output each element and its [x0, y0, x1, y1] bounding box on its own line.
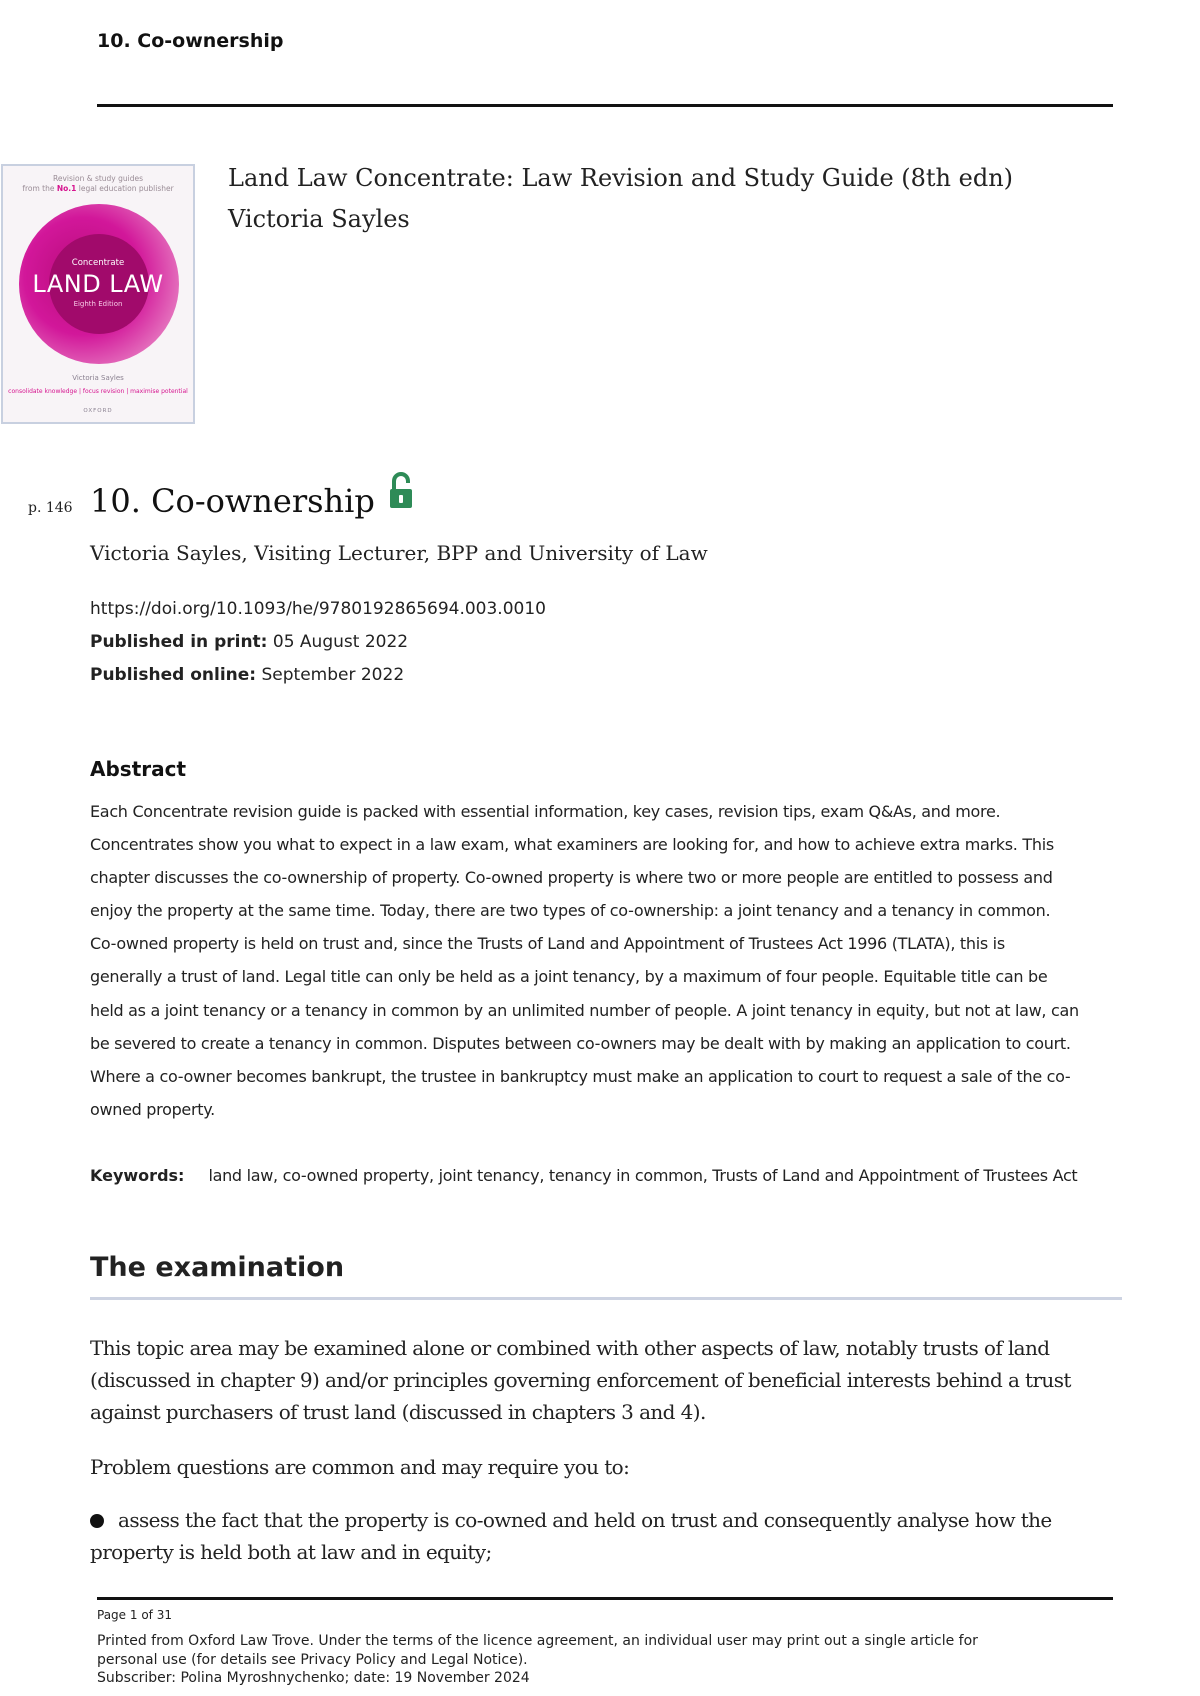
cover-tagline: consolidate knowledge | focus revision | maximise potential [8, 388, 188, 395]
doi-link[interactable]: https://doi.org/10.1093/he/9780192865694.003.0010 [90, 599, 546, 619]
open-lock-icon [389, 472, 413, 518]
print-page-reference: p. 146 [28, 500, 73, 516]
abstract-line: Co-owned property is held on trust and, since the Trusts of Land and Appointment of Trustees Act 1996 (TLATA), this is [90, 934, 1005, 954]
cover-title: LAND LAW [32, 270, 164, 298]
page-number: Page 1 of 31 [97, 1608, 172, 1622]
body-paragraph: This topic area may be examined alone or combined with other aspects of law, notably trusts of land (discussed in chapter 9) and/or principles governing enforcement of beneficial interests behind a trust against purchasers of trust land (discussed in chapters 3 and 4). [90, 1336, 1071, 1424]
abstract-line: generally a trust of land. Legal title can only be held as a joint tenancy, by a maximum of four people. Equitable title can be [90, 967, 1048, 987]
chapter-title-row [90, 478, 413, 524]
book-title: Land Law Concentrate: Law Revision and Study Guide (8th edn) [228, 164, 1014, 192]
book-author: Victoria Sayles [228, 205, 410, 233]
abstract-line: owned property. [90, 1099, 215, 1119]
cover-series-line: Revision & study guides from the No.1 legal education publisher [22, 174, 174, 193]
abstract-line: enjoy the property at the same time. Today, there are two types of co-ownership: a joint tenancy and a tenancy in common. [90, 901, 1051, 921]
bullet-list-item: assess the fact that the property is co-owned and held on trust and consequently analyse how the property is held both at law and in equity; [90, 1508, 1052, 1564]
header-divider [97, 104, 1113, 107]
cover-edition: Eighth Edition [73, 300, 123, 308]
cover-publisher: OXFORD [83, 408, 113, 414]
section-divider [90, 1297, 1122, 1300]
body-paragraph: Problem questions are common and may require you to: [90, 1455, 630, 1479]
footer-divider [97, 1597, 1113, 1600]
abstract-body [90, 795, 1122, 1126]
abstract-line: Each Concentrate revision guide is packed with essential information, key cases, revision tips, exam Q&As, and more. [90, 802, 1001, 821]
keywords-text: land law, co-owned property, joint tenancy, tenancy in common, Trusts of Land and Appointment of Trustees Act [208, 1166, 1078, 1185]
chapter-author: Victoria Sayles, Visiting Lecturer, BPP and University of Law [90, 541, 708, 565]
running-head: 10. Co-ownership [97, 30, 284, 52]
abstract-heading: Abstract [90, 757, 187, 781]
published-online: Published online: September 2022 [90, 665, 405, 685]
cover-brand: Concentrate [71, 258, 125, 268]
abstract-line: held as a joint tenancy or a tenancy in common by an unlimited number of people. A joint tenancy in equity, but not at law, can [90, 1000, 1079, 1020]
chapter-title: 10. Co-ownership [90, 482, 375, 520]
abstract-line: chapter discusses the co-ownership of property. Co-owned property is where two or more people are entitled to possess and [90, 868, 1053, 888]
bullet-icon [90, 1514, 104, 1528]
print-notice: Printed from Oxford Law Trove. Under the terms of the licence agreement, an individual user may print out a single article for personal use (for details see Privacy Policy and Legal Notice). Subscriber: Polina Myroshnychenko; date: 19 November 2024 [97, 1633, 978, 1686]
abstract-line: Concentrates show you what to expect in a law exam, what examiners are looking for, and how to achieve extra marks. This [90, 835, 1054, 855]
cover-author: Victoria Sayles [72, 374, 124, 382]
abstract-line: Where a co-owner becomes bankrupt, the trustee in bankruptcy must make an application to court to request a sale of the co- [90, 1066, 1071, 1086]
keywords [90, 1159, 1122, 1193]
abstract-line: be severed to create a tenancy in common. Disputes between co-owners may be dealt with by making an application to court. [90, 1033, 1071, 1053]
book-cover[interactable] [1, 164, 195, 424]
keywords-label: Keywords: [90, 1166, 185, 1185]
published-in-print: Published in print: 05 August 2022 [90, 632, 409, 652]
section-heading: The examination [90, 1252, 345, 1283]
